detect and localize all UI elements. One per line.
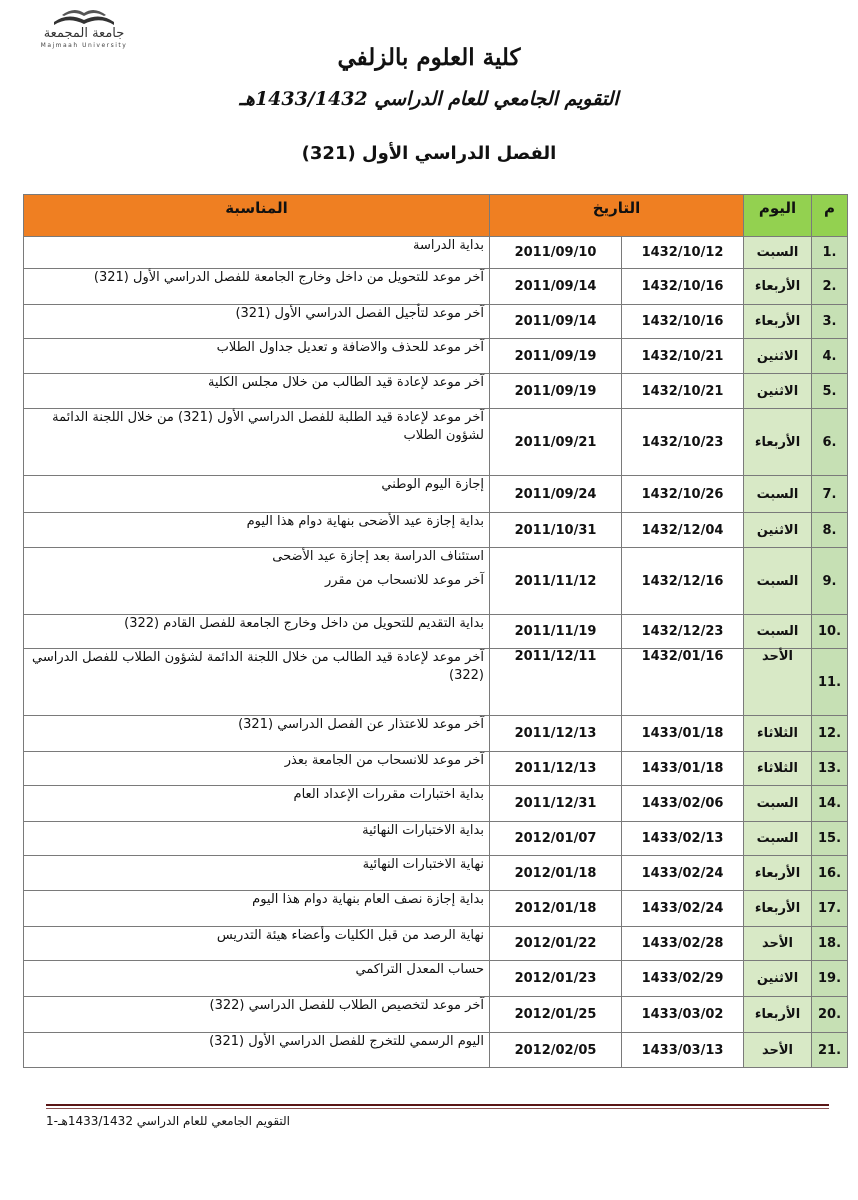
table-row bbox=[24, 716, 848, 752]
row-event bbox=[24, 374, 490, 409]
row-number: .3 bbox=[812, 305, 848, 339]
event-line: آخر موعد للانسحاب من الجامعة بعذر bbox=[284, 753, 484, 768]
table-header-row bbox=[24, 195, 848, 237]
row-event bbox=[24, 269, 490, 305]
table-row bbox=[24, 269, 848, 305]
row-day: الأربعاء bbox=[744, 305, 812, 339]
college-title: كلية العلوم بالزلفي bbox=[337, 44, 521, 71]
row-day: السبت bbox=[744, 237, 812, 269]
row-number: .15 bbox=[812, 822, 848, 856]
row-number: .2 bbox=[812, 269, 848, 305]
row-hijri-date: 1433/02/28 bbox=[622, 927, 744, 961]
event-line: آخر موعد لإعادة قيد الطلبة للفصل الدراسي الأول (321) من خلال اللجنة الدائمة لشؤون الطلاب bbox=[52, 410, 484, 443]
row-number: .19 bbox=[812, 961, 848, 997]
row-hijri-date: 1433/02/24 bbox=[622, 891, 744, 927]
row-day: الثلاثاء bbox=[744, 716, 812, 752]
row-number: .1 bbox=[812, 237, 848, 269]
row-event bbox=[24, 615, 490, 649]
event-line: بداية الدراسة bbox=[413, 238, 484, 253]
row-hijri-date: 1432/10/16 bbox=[622, 269, 744, 305]
event-line: آخر موعد لإعادة قيد الطالب من خلال اللجنة الدائمة لشؤون الطلاب للفصل الدراسي (322) bbox=[32, 650, 484, 683]
table-row bbox=[24, 409, 848, 476]
table-row bbox=[24, 476, 848, 513]
footer-rule-thin bbox=[46, 1108, 829, 1109]
row-gregorian-date: 2011/09/24 bbox=[489, 476, 621, 513]
header-event: المناسبة bbox=[24, 195, 490, 237]
row-gregorian-date: 2011/10/31 bbox=[489, 513, 621, 548]
event-line: نهاية الاختبارات النهائية bbox=[362, 857, 484, 872]
row-day: الاثنين bbox=[744, 513, 812, 548]
row-day: الاثنين bbox=[744, 961, 812, 997]
row-event bbox=[24, 476, 490, 513]
row-hijri-date: 1432/12/23 bbox=[622, 615, 744, 649]
row-number: .5 bbox=[812, 374, 848, 409]
row-day: الأربعاء bbox=[744, 856, 812, 891]
row-hijri-date: 1433/02/13 bbox=[622, 822, 744, 856]
row-day: الأحد bbox=[744, 927, 812, 961]
row-gregorian-date: 2011/11/19 bbox=[489, 615, 621, 649]
row-day: الأحد bbox=[744, 1033, 812, 1068]
row-gregorian-date: 2011/09/14 bbox=[489, 269, 621, 305]
header-num: م bbox=[812, 195, 848, 237]
footer-text: التقويم الجامعي للعام الدراسي 1433/1432هـ-1 bbox=[46, 1114, 291, 1128]
calendar-table bbox=[23, 194, 848, 1068]
event-line: استئناف الدراسة بعد إجازة عيد الأضحى bbox=[272, 549, 484, 564]
table-row bbox=[24, 927, 848, 961]
row-hijri-date: 1432/10/23 bbox=[622, 409, 744, 476]
row-event bbox=[24, 927, 490, 961]
book-logo-icon bbox=[52, 4, 116, 28]
event-line: آخر موعد للحذف والاضافة و تعديل جداول الطلاب bbox=[216, 340, 484, 355]
row-hijri-date: 1432/01/16 bbox=[622, 649, 744, 716]
row-number: .21 bbox=[812, 1033, 848, 1068]
row-event bbox=[24, 649, 490, 716]
row-day: الاثنين bbox=[744, 339, 812, 374]
row-hijri-date: 1433/03/02 bbox=[622, 997, 744, 1033]
row-number: .12 bbox=[812, 716, 848, 752]
row-hijri-date: 1433/02/29 bbox=[622, 961, 744, 997]
table-row bbox=[24, 615, 848, 649]
row-hijri-date: 1432/10/21 bbox=[622, 374, 744, 409]
row-gregorian-date: 2012/01/23 bbox=[489, 961, 621, 997]
row-gregorian-date: 2011/09/19 bbox=[489, 339, 621, 374]
row-gregorian-date: 2011/12/31 bbox=[489, 786, 621, 822]
event-line: نهاية الرصد من قبل الكليات وأعضاء هيئة التدريس bbox=[216, 928, 484, 943]
table-row bbox=[24, 997, 848, 1033]
row-event bbox=[24, 339, 490, 374]
row-number: .14 bbox=[812, 786, 848, 822]
table-row bbox=[24, 822, 848, 856]
row-day: الثلاثاء bbox=[744, 752, 812, 786]
table-row bbox=[24, 752, 848, 786]
row-event bbox=[24, 997, 490, 1033]
row-day: السبت bbox=[744, 548, 812, 615]
row-number: .10 bbox=[812, 615, 848, 649]
row-gregorian-date: 2012/01/22 bbox=[489, 927, 621, 961]
table-row bbox=[24, 548, 848, 615]
event-line: آخر موعد للتحويل من داخل وخارج الجامعة للفصل الدراسي الأول (321) bbox=[93, 270, 484, 285]
row-event bbox=[24, 786, 490, 822]
row-day: السبت bbox=[744, 476, 812, 513]
event-line: بداية الاختبارات النهائية bbox=[362, 823, 484, 838]
row-number: .13 bbox=[812, 752, 848, 786]
row-gregorian-date: 2011/12/13 bbox=[489, 752, 621, 786]
table-row bbox=[24, 513, 848, 548]
row-hijri-date: 1433/02/24 bbox=[622, 856, 744, 891]
row-number: .4 bbox=[812, 339, 848, 374]
row-day: الاثنين bbox=[744, 374, 812, 409]
row-hijri-date: 1432/12/04 bbox=[622, 513, 744, 548]
row-event bbox=[24, 237, 490, 269]
row-hijri-date: 1433/02/06 bbox=[622, 786, 744, 822]
event-line: بداية إجازة عيد الأضحى بنهاية دوام هذا اليوم bbox=[246, 514, 484, 529]
table-row bbox=[24, 786, 848, 822]
row-number: .17 bbox=[812, 891, 848, 927]
row-day: السبت bbox=[744, 615, 812, 649]
row-gregorian-date: 2012/01/18 bbox=[489, 856, 621, 891]
footer-rule bbox=[46, 1104, 829, 1106]
row-gregorian-date: 2011/09/14 bbox=[489, 305, 621, 339]
table-row bbox=[24, 305, 848, 339]
calendar-title: التقويم الجامعي للعام الدراسي 1433/1432هـ bbox=[239, 88, 619, 110]
event-line: إجازة اليوم الوطني bbox=[381, 477, 484, 492]
semester-title: الفصل الدراسي الأول (321) bbox=[301, 143, 557, 164]
table-row bbox=[24, 856, 848, 891]
row-day: السبت bbox=[744, 822, 812, 856]
row-hijri-date: 1432/10/21 bbox=[622, 339, 744, 374]
table-row bbox=[24, 891, 848, 927]
row-gregorian-date: 2011/11/12 bbox=[489, 548, 621, 615]
logo-english-name: Majmaah University bbox=[40, 42, 128, 49]
row-day: الأربعاء bbox=[744, 269, 812, 305]
row-number: .18 bbox=[812, 927, 848, 961]
row-hijri-date: 1432/12/16 bbox=[622, 548, 744, 615]
table-row bbox=[24, 237, 848, 269]
row-event bbox=[24, 513, 490, 548]
row-day: السبت bbox=[744, 786, 812, 822]
event-line: بداية إجازة نصف العام بنهاية دوام هذا اليوم bbox=[252, 892, 484, 907]
row-event bbox=[24, 891, 490, 927]
row-number: .11 bbox=[812, 649, 848, 716]
event-line: بداية التقديم للتحويل من داخل وخارج الجامعة للفصل القادم (322) bbox=[124, 616, 484, 631]
row-number: .7 bbox=[812, 476, 848, 513]
row-hijri-date: 1432/10/16 bbox=[622, 305, 744, 339]
row-gregorian-date: 2012/02/05 bbox=[489, 1033, 621, 1068]
table-row bbox=[24, 649, 848, 716]
row-day: الأربعاء bbox=[744, 997, 812, 1033]
logo-arabic-name: جامعة المجمعة bbox=[43, 26, 125, 41]
row-event bbox=[24, 822, 490, 856]
event-line: اليوم الرسمي للتخرج للفصل الدراسي الأول (321) bbox=[209, 1034, 484, 1049]
event-line: آخر موعد لإعادة قيد الطالب من خلال مجلس الكلية bbox=[207, 375, 484, 390]
row-hijri-date: 1433/01/18 bbox=[622, 716, 744, 752]
table-row bbox=[24, 374, 848, 409]
table-row bbox=[24, 961, 848, 997]
row-gregorian-date: 2011/12/11 bbox=[489, 649, 621, 716]
row-gregorian-date: 2012/01/18 bbox=[489, 891, 621, 927]
row-event bbox=[24, 961, 490, 997]
event-line: آخر موعد لتخصيص الطلاب للفصل الدراسي (322) bbox=[209, 998, 484, 1013]
row-hijri-date: 1433/03/13 bbox=[622, 1033, 744, 1068]
header-date: التاريخ bbox=[489, 195, 743, 237]
row-gregorian-date: 2011/09/19 bbox=[489, 374, 621, 409]
row-gregorian-date: 2012/01/07 bbox=[489, 822, 621, 856]
row-hijri-date: 1432/10/12 bbox=[622, 237, 744, 269]
table-row bbox=[24, 339, 848, 374]
row-number: .20 bbox=[812, 997, 848, 1033]
row-event bbox=[24, 548, 490, 615]
row-number: .6 bbox=[812, 409, 848, 476]
row-day: الأربعاء bbox=[744, 891, 812, 927]
event-line: آخر موعد للانسحاب من مقرر bbox=[325, 573, 484, 588]
row-number: .9 bbox=[812, 548, 848, 615]
row-event bbox=[24, 409, 490, 476]
event-line: آخر موعد لتأجيل الفصل الدراسي الأول (321) bbox=[235, 306, 484, 321]
row-event bbox=[24, 1033, 490, 1068]
table-row bbox=[24, 1033, 848, 1068]
header-day: اليوم bbox=[744, 195, 812, 237]
row-gregorian-date: 2011/09/21 bbox=[489, 409, 621, 476]
row-event bbox=[24, 716, 490, 752]
row-hijri-date: 1432/10/26 bbox=[622, 476, 744, 513]
row-event bbox=[24, 856, 490, 891]
row-gregorian-date: 2011/12/13 bbox=[489, 716, 621, 752]
row-event bbox=[24, 752, 490, 786]
event-line: آخر موعد للاعتذار عن الفصل الدراسي (321) bbox=[238, 717, 484, 732]
row-number: .16 bbox=[812, 856, 848, 891]
row-hijri-date: 1433/01/18 bbox=[622, 752, 744, 786]
event-line: حساب المعدل التراكمي bbox=[355, 962, 484, 977]
row-number: .8 bbox=[812, 513, 848, 548]
row-gregorian-date: 2011/09/10 bbox=[489, 237, 621, 269]
row-gregorian-date: 2012/01/25 bbox=[489, 997, 621, 1033]
row-day: الأحد bbox=[744, 649, 812, 716]
row-event bbox=[24, 305, 490, 339]
event-line: بداية اختبارات مقررات الإعداد العام bbox=[293, 787, 484, 802]
row-day: الأربعاء bbox=[744, 409, 812, 476]
